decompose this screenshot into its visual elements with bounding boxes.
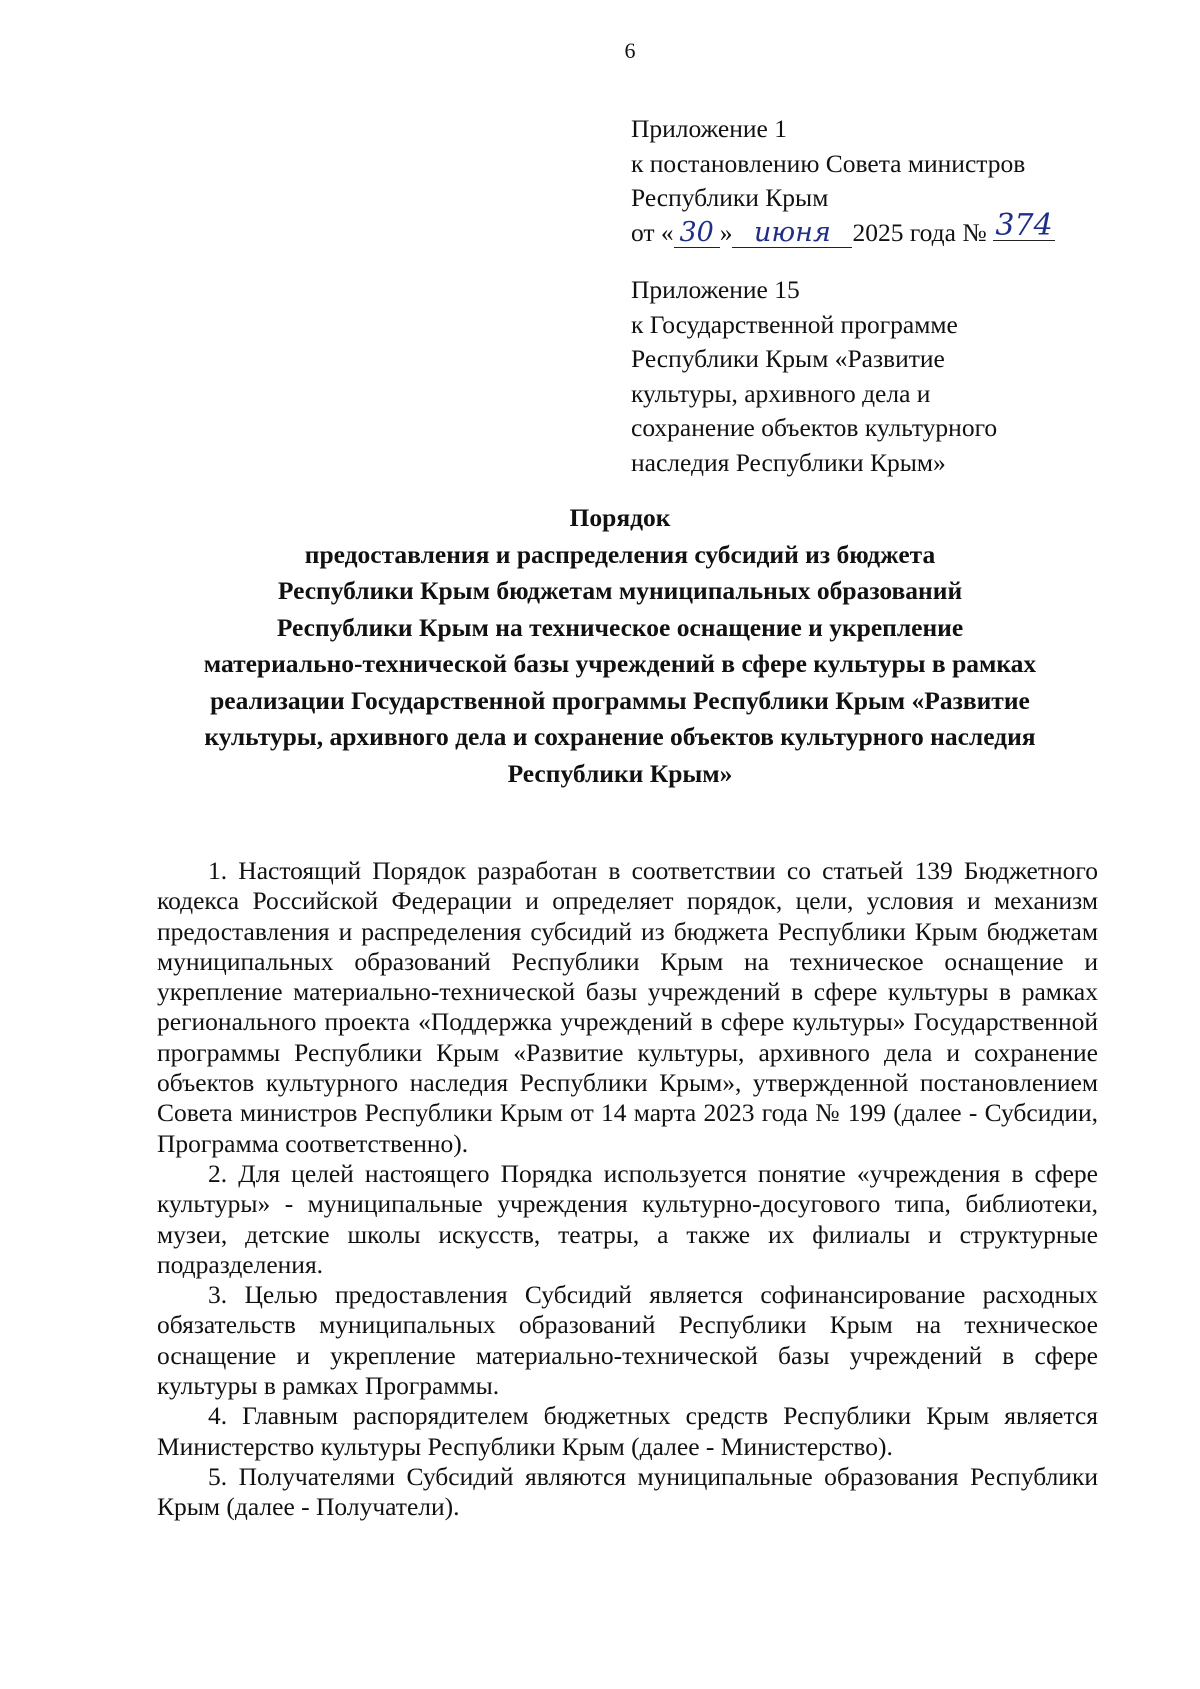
title-line: культуры, архивного дела и сохранение объектов культурного наследия: [204, 722, 1036, 751]
appendix-1-line: Республики Крым: [631, 183, 829, 212]
title-line: материально-технической базы учреждений в сфере культуры в рамках: [203, 649, 1037, 678]
title-heading: Порядок: [569, 503, 671, 532]
date-mid: »: [719, 217, 733, 247]
appendix-1-line: к постановлению Совета министров: [631, 148, 1026, 178]
handwritten-day: 30: [674, 219, 720, 248]
paragraph-4: 4. Главным распорядителем бюджетных средств Республики Крым является Министерство культуры Республики Крым (далее - Министерство).: [157, 1401, 1098, 1461]
paragraph-1: 1. Настоящий Порядок разработан в соответствии со статьей 139 Бюджетного кодекса Российской Федерации и определяет порядок, цели, условия и механизм предоставления и распределения субсидий из бюджета Республики Крым бюджетам муниципальных образований Республики Крым на техническое оснащение и укрепление материально-технической базы учреждений в сфере культуры в рамках регионального проекта «Поддержка учреждений в сфере культуры» Государственной программы Республики Крым «Развитие культуры, архивного дела и сохранение объектов культурного наследия Республики Крым», утвержденной постановлением Совета министров Республики Крым от 14 марта 2023 года № 199 (далее - Субсидии, Программа соответственно).: [157, 856, 1098, 1158]
paragraph-2: 2. Для целей настоящего Порядка используется понятие «учреждения в сфере культуры» - муниципальные учреждения культурно-досугового типа, библиотеки, музеи, детские школы искусств, театры, а также их филиалы и структурные подразделения.: [157, 1158, 1098, 1279]
appendix-1-title: Приложение 1: [631, 114, 787, 143]
document-title: [150, 500, 1090, 792]
page-number: 6: [624, 38, 636, 63]
title-line: Республики Крым бюджетам муниципальных образований: [277, 576, 963, 605]
appendix-15-line: к Государственной программе: [631, 309, 958, 339]
date-prefix: от «: [631, 217, 674, 247]
appendix-15-block: [631, 273, 997, 480]
date-year: 2025 года №: [852, 217, 987, 247]
handwritten-month: июня: [732, 219, 852, 248]
title-line: предоставления и распределения субсидий из бюджета: [304, 539, 936, 569]
paragraph-5: 5. Получателями Субсидий являются муниципальные образования Республики Крым (далее - Получатели).: [157, 1461, 1098, 1522]
appendix-15-title: Приложение 15: [631, 275, 800, 304]
appendix-1-date-line: [631, 207, 1055, 251]
title-line: Республики Крым»: [507, 758, 733, 788]
handwritten-doc-number: 374: [993, 212, 1055, 241]
title-line: реализации Государственной программы Республики Крым «Развитие: [210, 685, 1030, 715]
document-body: [157, 856, 1098, 1523]
appendix-15-line: Республики Крым «Развитие: [631, 344, 945, 373]
appendix-15-line: наследия Республики Крым»: [631, 447, 946, 477]
appendix-1-block: [631, 112, 1055, 250]
title-line: Республики Крым на техническое оснащение и укрепление: [276, 612, 964, 642]
appendix-15-line: культуры, архивного дела и: [631, 378, 931, 408]
appendix-15-line: сохранение объектов культурного: [631, 413, 998, 442]
paragraph-3: 3. Целью предоставления Субсидий является софинансирование расходных обязательств муниципальных образований Республики Крым на техническое оснащение и укрепление материально-технической базы учреждений в сфере культуры в рамках Программы.: [157, 1280, 1098, 1401]
